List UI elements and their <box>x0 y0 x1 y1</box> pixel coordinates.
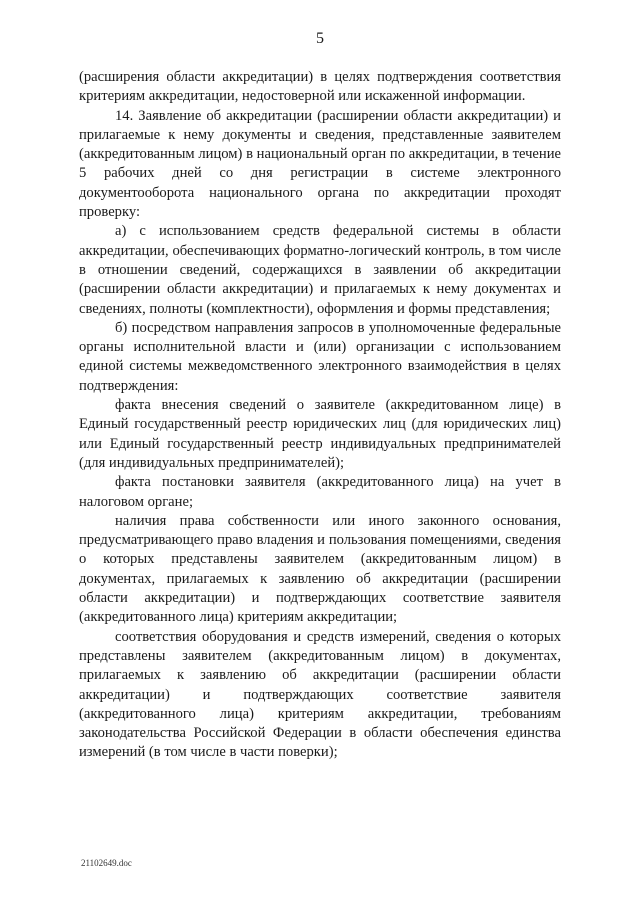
paragraph-fact-tax: факта постановки заявителя (аккредитованного лица) на учет в налоговом органе; <box>79 474 561 510</box>
paragraph-item-14: 14. Заявление об аккредитации (расширении области аккредитации) и прилагаемые к нему документы и сведения, представленные заявителем (аккредитованным лицом) в национальный орган по аккредитации, в течение 5 рабочих дней со дня регистрации в системе электронного документооборота национального органа по аккредитации проходят проверку: <box>79 107 561 221</box>
paragraph-equipment-compliance: соответствия оборудования и средств измерений, сведения о которых представлены заявителем (аккредитованным лицом) в документах, прилагаемых к заявлению об аккредитации (расширении области аккредитации) и подтверждающих соответствие заявителя (аккредитованного лица) критериям аккредитации, требованиям законодательства Российской Федерации в области обеспечения единства измерений (в том числе в части поверки); <box>79 628 561 761</box>
paragraph-continuation: (расширения области аккредитации) в целях подтверждения соответствия критериям аккредитации, недостоверной или искаженной информации. <box>79 69 561 105</box>
paragraph-property-rights: наличия права собственности или иного законного основания, предусматривающего право владения и пользования помещениями, сведения о которых представлены заявителем (аккредитованным лицом) в документах, прилагаемых к заявлению об аккредитации (расширении области аккредитации) и подтверждающих соответствие заявителя (аккредитованного лица) критериям аккредитации; <box>79 512 561 626</box>
paragraph-subitem-b: б) посредством направления запросов в уполномоченные федеральные органы исполнительной власти и (или) организации с использованием единой системы межведомственного электронного взаимодействия в целях подтверждения: <box>79 319 561 394</box>
page-number: 5 <box>316 30 324 47</box>
paragraph-subitem-a: а) с использованием средств федеральной системы в области аккредитации, обеспечивающих форматно-логический контроль, в том числе в отношении сведений, содержащихся в заявлении об аккредитации (расширении области аккредитации) и прилагаемых к нему документах и сведениях, полноты (комплектности), оформления и формы представления; <box>79 223 561 317</box>
footer-file-code: 21102649.doc <box>81 858 132 868</box>
document-body <box>79 68 561 763</box>
paragraph-fact-registry: факта внесения сведений о заявителе (аккредитованном лице) в Единый государственный реестр юридических лиц (для юридических лиц) или Единый государственный реестр индивидуальных предпринимателей (для индивидуальных предпринимателей); <box>79 397 561 471</box>
